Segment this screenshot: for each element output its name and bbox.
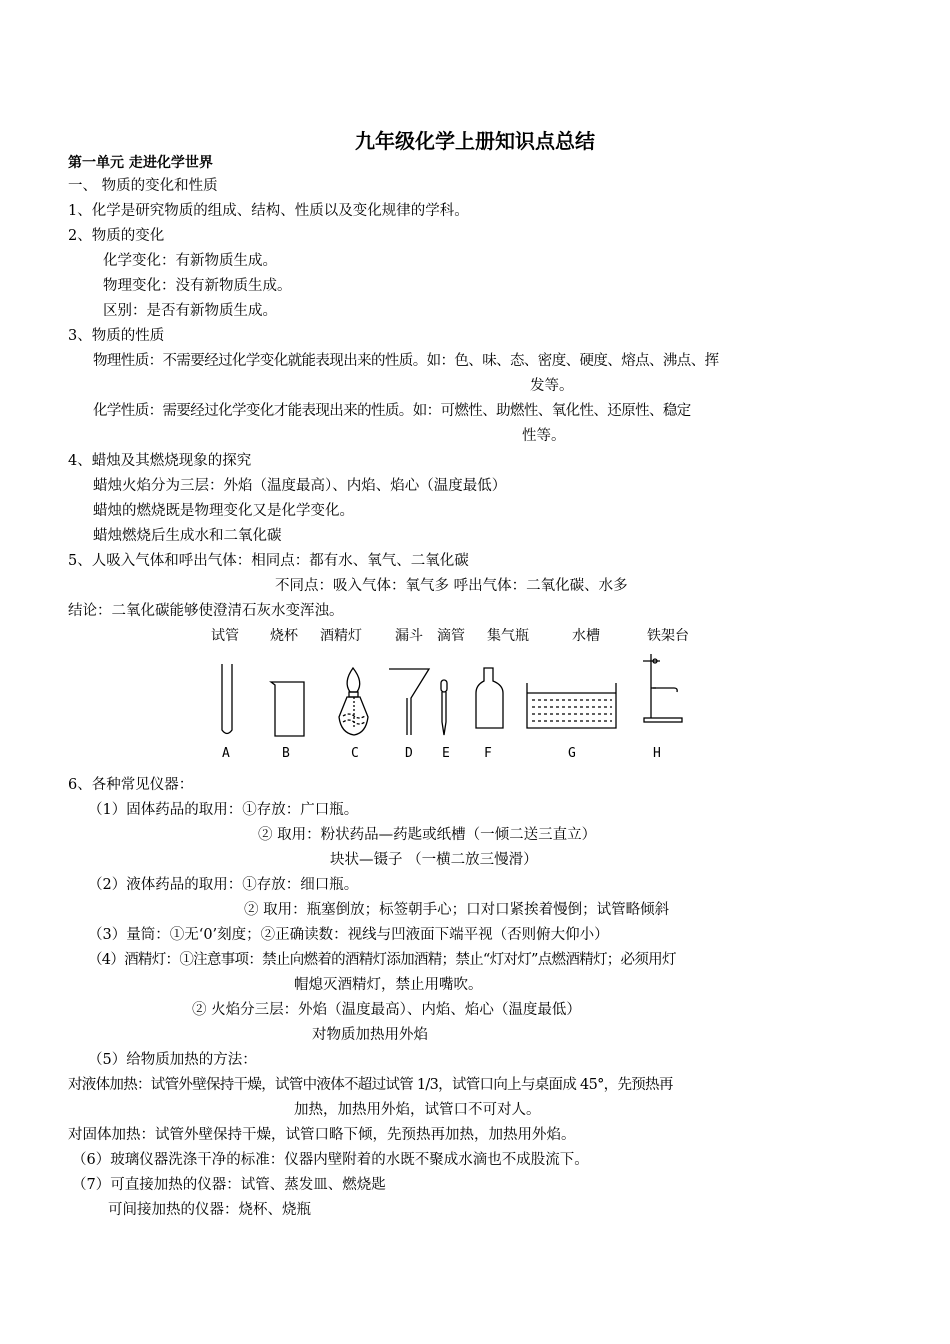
letter-a: A: [222, 746, 230, 761]
letter-c: C: [351, 746, 359, 761]
heat-with-outer-flame: 对物质加热用外焰: [312, 1027, 428, 1043]
beaker-icon: [271, 682, 304, 736]
solid-take-lump: 块状—镊子 （一横二放三慢滑）: [330, 852, 538, 868]
water-trough-icon: [527, 683, 616, 728]
page-title: 九年级化学上册知识点总结: [355, 129, 595, 153]
label-beaker: 烧杯: [270, 628, 298, 644]
item-4-head: 4、蜡烛及其燃烧现象的探究: [68, 453, 252, 469]
item-2-head: 2、物质的变化: [68, 228, 165, 244]
letter-f: F: [484, 746, 492, 761]
letter-e: E: [442, 746, 450, 761]
chemical-property-cont: 性等。: [522, 428, 566, 444]
unit-heading: 第一单元 走进化学世界: [68, 155, 213, 171]
alcohol-lamp-notes-cont: 帽熄灭酒精灯，禁止用嘴吹。: [294, 977, 483, 993]
label-iron-stand: 铁架台: [647, 628, 689, 644]
alcohol-lamp-notes: （4）酒精灯：①注意事项：禁止向燃着的酒精灯添加酒精；禁止“灯对灯”点燃酒精灯；必须用灯: [88, 952, 676, 968]
liquid-heating-cont: 加热，加热用外焰，试管口不可对人。: [294, 1102, 541, 1118]
label-test-tube: 试管: [211, 628, 239, 644]
solid-take-powder: ② 取用：粉状药品—药匙或纸槽（一倾二送三直立）: [258, 827, 597, 843]
glassware-clean: （6）玻璃仪器洗涤干净的标准：仪器内壁附着的水既不聚成水滴也不成股流下。: [72, 1152, 589, 1168]
conclusion: 结论：二氧化碳能够使澄清石灰水变浑浊。: [68, 603, 344, 619]
label-water-trough: 水槽: [572, 628, 600, 644]
lamp-flame-layers: ② 火焰分三层：外焰（温度最高）、内焰、焰心（温度最低）: [192, 1002, 581, 1018]
dropper-icon: [441, 680, 447, 735]
letter-b: B: [282, 746, 290, 761]
label-alcohol-lamp: 酒精灯: [320, 628, 362, 644]
letter-d: D: [405, 746, 413, 761]
section-heading: 一、 物质的变化和性质: [68, 178, 218, 194]
item-5-diff: 不同点：吸入气体：氧气多 呼出气体：二氧化碳、水多: [275, 578, 628, 594]
indirect-heating: 可间接加热的仪器：烧杯、烧瓶: [108, 1202, 311, 1218]
label-gas-jar: 集气瓶: [487, 628, 529, 644]
candle-products: 蜡烛燃烧后生成水和二氧化碳: [93, 528, 282, 544]
measuring-cylinder: （3）量筒：①无‘0’刻度；②正确读数：视线与凹液面下端平视（否则俯大仰小）: [88, 927, 609, 943]
iron-stand-icon: [643, 654, 682, 722]
item-3-head: 3、物质的性质: [68, 328, 165, 344]
funnel-icon: [389, 669, 429, 735]
liquid-take: ② 取用：瓶塞倒放；标签朝手心；口对口紧挨着慢倒；试管略倾斜: [244, 902, 670, 918]
letter-h: H: [653, 746, 661, 761]
solid-storage: （1）固体药品的取用：①存放：广口瓶。: [88, 802, 359, 818]
solid-heating: 对固体加热：试管外壁保持干燥，试管口略下倾，先预热再加热，加热用外焰。: [68, 1127, 576, 1143]
direct-heating: （7）可直接加热的仪器：试管、蒸发皿、燃烧匙: [72, 1177, 386, 1193]
letter-g: G: [568, 746, 576, 761]
item-1: 1、化学是研究物质的组成、结构、性质以及变化规律的学科。: [68, 203, 469, 219]
physical-property: 物理性质：不需要经过化学变化就能表现出来的性质。如：色、味、态、密度、硬度、熔点、沸点、挥: [93, 353, 719, 369]
item-6-head: 6、各种常见仪器：: [68, 777, 194, 793]
test-tube-icon: [222, 664, 232, 734]
candle-flame: 蜡烛火焰分为三层：外焰（温度最高）、内焰、焰心（温度最低）: [93, 478, 507, 494]
liquid-heating: 对液体加热：试管外壁保持干燥，试管中液体不超过试管 1/3，试管口向上与桌面成 45°，先预热再: [68, 1077, 673, 1093]
label-funnel: 漏斗: [395, 628, 423, 644]
physical-change: 物理变化：没有新物质生成。: [103, 278, 292, 294]
heating-methods-head: （5）给物质加热的方法：: [88, 1052, 257, 1068]
label-dropper: 滴管: [437, 628, 465, 644]
item-5-same: 5、人吸入气体和呼出气体：相同点：都有水、氧气、二氧化碳: [68, 553, 469, 569]
liquid-storage: （2）液体药品的取用：①存放：细口瓶。: [88, 877, 359, 893]
change-difference: 区别：是否有新物质生成。: [103, 303, 277, 319]
gas-jar-icon: [476, 668, 503, 728]
chemical-change: 化学变化：有新物质生成。: [103, 253, 277, 269]
physical-property-cont: 发等。: [530, 378, 574, 394]
candle-burning: 蜡烛的燃烧既是物理变化又是化学变化。: [93, 503, 354, 519]
chemical-property: 化学性质：需要经过化学变化才能表现出来的性质。如：可燃性、助燃性、氧化性、还原性、稳定: [93, 403, 691, 419]
alcohol-lamp-icon: [339, 668, 368, 735]
